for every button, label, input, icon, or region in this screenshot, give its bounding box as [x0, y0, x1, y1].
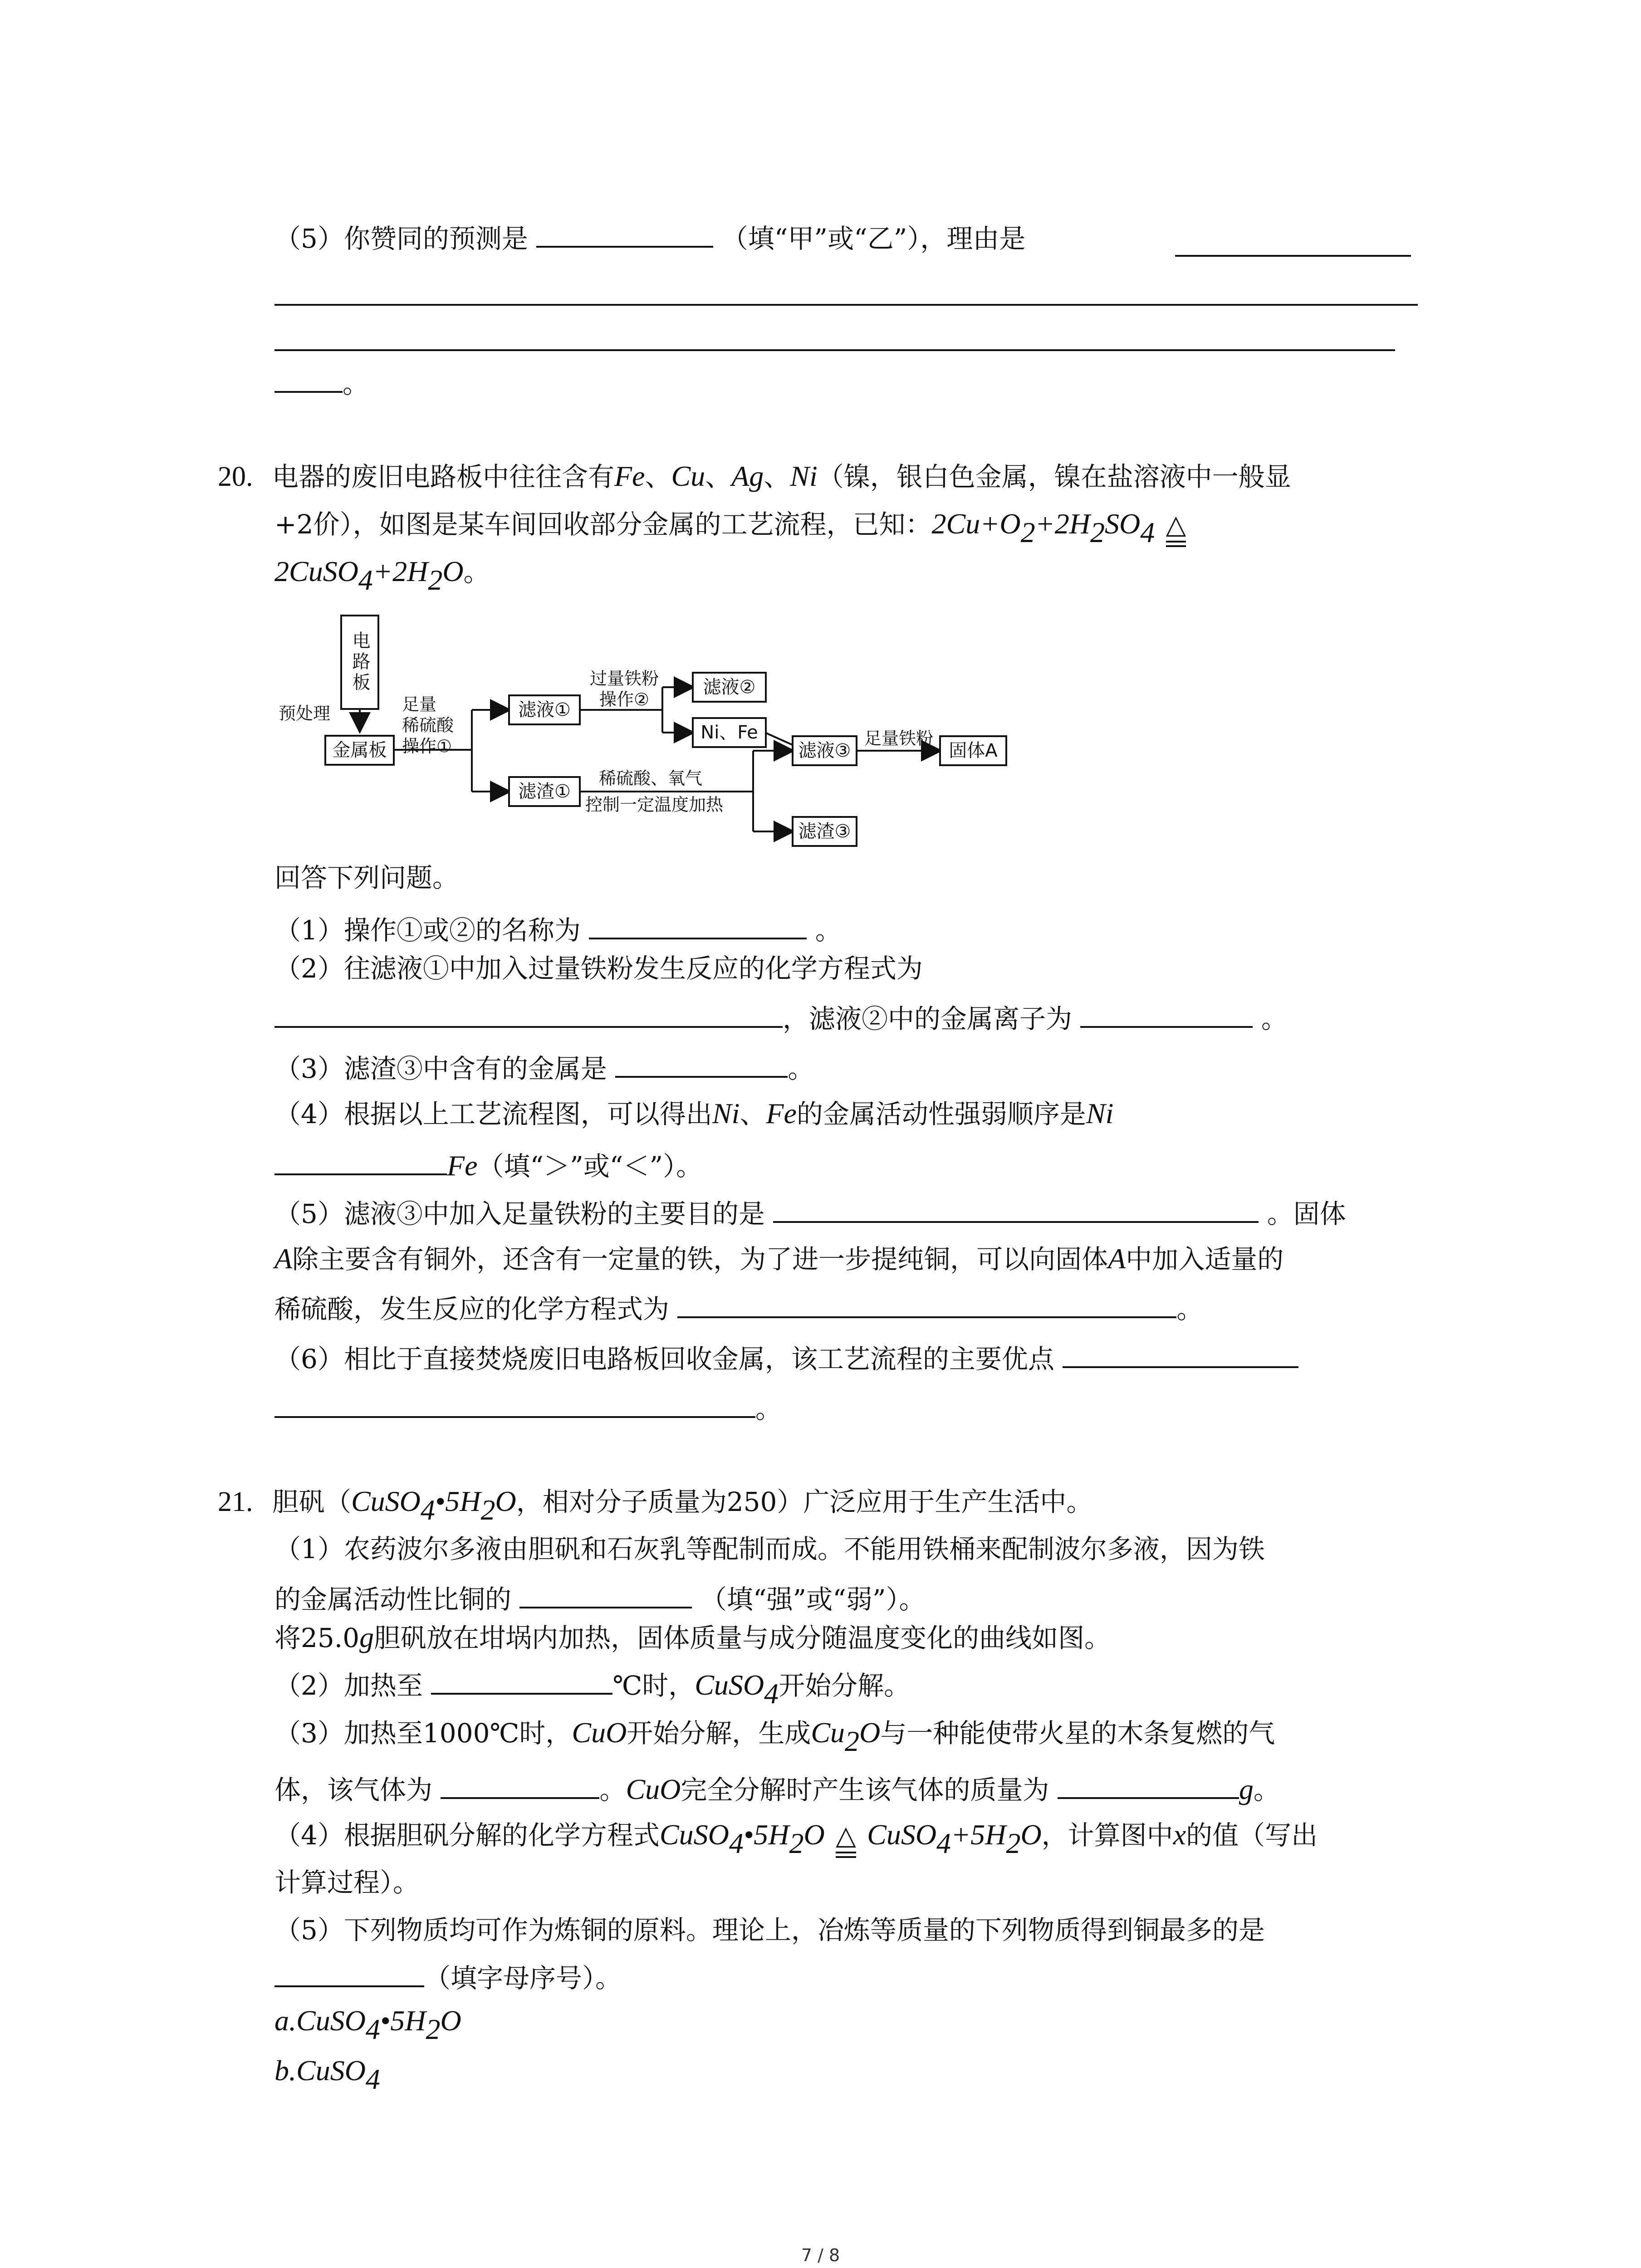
answer-blank[interactable]: [536, 218, 713, 248]
q21-text: 将25.0: [274, 1623, 360, 1653]
period: 。: [463, 557, 490, 587]
period: 。: [815, 915, 842, 946]
q21-part1-text: （填“强”或“弱”）。: [700, 1584, 926, 1615]
period: 。: [755, 1393, 782, 1424]
q19-part5-mid: （填“甲”或“乙”），理由是: [721, 223, 1026, 254]
formula-cuso4: CuSO: [296, 2004, 366, 2037]
label-line: 过量铁粉: [590, 669, 659, 689]
q20-text: （镍，银白色金属，镍在盐溶液中一般显: [817, 461, 1291, 492]
answer-blank[interactable]: [431, 1665, 612, 1695]
answer-blank[interactable]: [773, 1193, 1259, 1223]
formula-a: A: [274, 1242, 293, 1275]
formula-cuso4: CuSO: [351, 1485, 421, 1517]
formula-cuo: CuO: [572, 1716, 627, 1749]
q20-part1: [274, 909, 842, 946]
iron-powder-label: 足量铁粉: [864, 728, 934, 748]
q20-text: 电器的废旧电路板中往往含有: [272, 461, 614, 492]
delta-symbol: △: [1166, 509, 1186, 540]
ni-fe-box: Ni、Fe: [692, 717, 767, 748]
q20-part3-text: （3）滤渣③中含有的金属是: [274, 1053, 607, 1084]
subscript: 2: [480, 1494, 495, 1526]
formula-cuso4: CuSO: [695, 1669, 764, 1701]
q19-part5-end-line: [274, 363, 369, 399]
subscript: 2: [1006, 1827, 1021, 1860]
subscript: 2: [789, 1827, 804, 1860]
separator: 、: [705, 461, 732, 492]
period: 。: [1261, 1003, 1288, 1034]
q21-part1-line2: [274, 1579, 926, 1615]
formula-cu2o: O: [859, 1716, 881, 1749]
residue-3-box: 滤渣③: [792, 816, 857, 847]
answer-blank[interactable]: [677, 1288, 1176, 1318]
equation-part: +2H: [372, 555, 428, 587]
q21-part3: [274, 1715, 1275, 1758]
subscript: 2: [428, 564, 443, 596]
formula-a: A: [1108, 1242, 1126, 1275]
answer-blank[interactable]: [274, 363, 343, 393]
subscript: 2: [1090, 516, 1105, 549]
separator: 、: [645, 461, 671, 492]
q20-part4-line2: [274, 1145, 702, 1182]
q21-heating-note: [274, 1619, 1111, 1656]
formula-o: O: [1020, 1818, 1042, 1851]
subscript: 4: [365, 2063, 380, 2096]
filtrate-1-box: 滤液①: [508, 694, 581, 725]
answer-blank-line[interactable]: [274, 304, 1418, 306]
formula-cuso4: CuSO: [296, 2054, 366, 2087]
formula-o: O: [495, 1485, 516, 1517]
answer-blank[interactable]: [274, 998, 783, 1028]
delta-symbol: △: [836, 1820, 856, 1851]
q20-line3: [274, 553, 490, 596]
subscript: 2: [845, 1725, 859, 1758]
answer-blank[interactable]: [1080, 998, 1253, 1028]
q21-part2-text: （2）加热至: [274, 1670, 423, 1701]
q20-part5-text: 稀硫酸，发生反应的化学方程式为: [274, 1294, 670, 1325]
q21-part3-text: 。: [599, 1774, 626, 1805]
q20-part5: [274, 1193, 1346, 1229]
residue-1-box: 滤渣①: [508, 776, 581, 807]
formula-ni: Ni: [1086, 1097, 1114, 1129]
q20-line2: [274, 506, 1189, 549]
formula-ni: Ni: [712, 1097, 740, 1129]
equation-part: O: [442, 555, 464, 587]
question-number: 21.: [218, 1486, 253, 1517]
heat-condition: [1166, 506, 1186, 543]
q21-part2: [274, 1665, 911, 1710]
q21-part4-line2: 计算过程）。: [274, 1867, 420, 1898]
q21-part1-text: 的金属活动性比铜的: [274, 1584, 512, 1615]
formula-hydrate: •5H: [380, 2004, 426, 2037]
label-line: 操作②: [599, 689, 650, 709]
formula-cuso4: CuSO: [659, 1818, 729, 1851]
option-a: [274, 2003, 461, 2046]
formula-cuo: CuO: [626, 1773, 681, 1805]
formula-cu2o: Cu: [811, 1716, 845, 1749]
unit-g: g: [1239, 1773, 1254, 1805]
q20-part3: [274, 1048, 814, 1084]
q20-part2-line2: [274, 998, 1288, 1034]
subscript: 4: [936, 1827, 951, 1860]
unit-g: g: [359, 1621, 374, 1653]
q19-part5-line: [274, 218, 1025, 254]
q21-part1: （1）农药波尔多液由胆矾和石灰乳等配制而成。不能用铁桶来配制波尔多液，因为铁: [274, 1534, 1265, 1564]
answer-blank-line[interactable]: [274, 349, 1395, 351]
filtrate-3-box: 滤液③: [792, 735, 857, 766]
subscript: 4: [365, 2013, 380, 2046]
q20-part5-text: 。固体: [1267, 1198, 1346, 1229]
q21-part3-text: 与一种能使带火星的木条复燃的气: [880, 1718, 1275, 1749]
formula-o: O: [803, 1818, 825, 1851]
q21-text: 胆矾（: [272, 1486, 351, 1517]
subscript: 4: [729, 1827, 744, 1860]
q21-part5-text: （填字母序号）。: [424, 1963, 622, 1994]
formula-cuso4: CuSO: [867, 1818, 937, 1851]
option-letter: b.: [274, 2054, 296, 2087]
formula-o: O: [440, 2004, 461, 2037]
q20-part6: [274, 1338, 1298, 1374]
circuit-board-box: 电路板: [340, 615, 379, 710]
separator: 、: [764, 461, 790, 492]
variable-x: x: [1173, 1818, 1186, 1851]
q20-part6-text: （6）相比于直接焚烧废旧电路板回收金属，该工艺流程的主要优点: [274, 1344, 1054, 1374]
heat-condition: [836, 1817, 856, 1853]
q20-line1: [218, 458, 1291, 494]
q20-part4-text: （填“＞”或“＜”）。: [477, 1151, 703, 1182]
subscript: 4: [420, 1494, 435, 1526]
q20-part5-line2: [274, 1241, 1283, 1277]
separator: 、: [740, 1099, 766, 1129]
answer-blank[interactable]: [1063, 1338, 1298, 1368]
answer-blank[interactable]: [615, 1048, 788, 1078]
q20-part5-line3: [274, 1288, 1203, 1325]
period: 。: [1176, 1294, 1203, 1325]
q21-part4-text: （4）根据胆矾分解的化学方程式: [274, 1820, 660, 1851]
period: 。: [788, 1053, 814, 1084]
subscript: 2: [426, 2013, 441, 2046]
metal-plate-box: 金属板: [324, 735, 395, 766]
formula-hydrate: •5H: [743, 1818, 789, 1851]
formula-ni: Ni: [790, 460, 818, 492]
q20-part5-text: 中加入适量的: [1126, 1244, 1284, 1275]
acid-step-label: [402, 694, 454, 757]
q21-part5-line2: [274, 1957, 622, 1994]
q21-part3-text: （3）加热至1000℃时，: [274, 1718, 572, 1749]
q21-part3-text: 完全分解时产生该气体的质量为: [681, 1774, 1049, 1805]
period: 。: [1253, 1774, 1280, 1805]
iron-step-label: [590, 668, 659, 710]
q21-part2-text: ℃时，: [612, 1670, 695, 1701]
q21-part4: [274, 1817, 1318, 1860]
formula-fe: Fe: [614, 460, 645, 492]
q20-part5-text: 除主要含有铜外，还含有一定量的铁，为了进一步提纯铜，可以向固体: [292, 1244, 1108, 1275]
option-letter: a.: [274, 2004, 296, 2037]
q21-part3-text: 体，该气体为: [274, 1774, 433, 1805]
q20-text: +2价），如图是某车间回收部分金属的工艺流程，已知：: [274, 509, 932, 540]
subscript: 4: [358, 564, 373, 596]
answer-blank[interactable]: [1058, 1769, 1239, 1799]
q20-part1-text: （1）操作①或②的名称为: [274, 915, 581, 946]
answer-intro: 回答下列问题。: [274, 862, 459, 893]
subscript: 4: [764, 1677, 779, 1710]
formula-hydrate: •5H: [435, 1485, 481, 1517]
temperature-label: 控制一定温度加热: [585, 795, 724, 815]
q20-part2: （2）往滤液①中加入过量铁粉发生反应的化学方程式为: [274, 953, 923, 984]
option-b: [274, 2053, 380, 2096]
answer-blank[interactable]: [274, 1957, 424, 1987]
period: 。: [343, 368, 369, 399]
formula-cu: Cu: [671, 460, 705, 492]
answer-blank[interactable]: [1175, 255, 1411, 257]
subscript: 2: [1020, 516, 1035, 549]
page-number: 7 / 8: [801, 2245, 840, 2265]
q20-part4: [274, 1095, 1113, 1132]
solid-a-box: 固体A: [939, 735, 1007, 766]
answer-blank[interactable]: [519, 1579, 692, 1608]
q21-part5: （5）下列物质均可作为炼铜的原料。理论上，冶炼等质量的下列物质得到铜最多的是: [274, 1915, 1265, 1945]
subscript: 4: [1140, 516, 1155, 549]
q21-text: 胆矾放在坩埚内加热，固体质量与成分随温度变化的曲线如图。: [374, 1623, 1111, 1653]
q21-part3-text: 开始分解，生成: [627, 1718, 811, 1749]
q21-part4-text: 的值（写出: [1186, 1820, 1318, 1851]
answer-blank[interactable]: [274, 1388, 755, 1418]
filtrate-2-box: 滤液②: [692, 672, 767, 703]
label-line: 操作①: [402, 736, 452, 756]
answer-blank[interactable]: [274, 1145, 447, 1175]
answer-blank[interactable]: [441, 1769, 599, 1799]
formula-water: +5H: [951, 1818, 1006, 1851]
acid-oxygen-label: 稀硫酸、氧气: [599, 768, 703, 788]
label-line: 稀硫酸: [402, 715, 454, 735]
answer-blank[interactable]: [589, 909, 807, 939]
formula-ag: Ag: [731, 460, 764, 492]
process-flow-diagram: [272, 615, 1043, 869]
q20-part2-text: ，滤液②中的金属离子为: [783, 1003, 1073, 1034]
q20-part6-line2: [274, 1388, 782, 1424]
formula-fe: Fe: [447, 1149, 478, 1182]
equation-part: 2Cu+O: [931, 508, 1021, 540]
formula-fe: Fe: [766, 1097, 797, 1129]
q20-part4-text: （4）根据以上工艺流程图，可以得出: [274, 1099, 712, 1129]
q20-part5-text: （5）滤液③中加入足量铁粉的主要目的是: [274, 1198, 765, 1229]
equals-bar: [1166, 541, 1186, 547]
equation-part: 2CuSO: [274, 555, 358, 587]
q19-part5-prefix: （5）你赞同的预测是: [274, 223, 528, 254]
q21-part2-text: 开始分解。: [779, 1670, 911, 1701]
equals-bar: [836, 1852, 856, 1858]
q21-part3-line2: [274, 1769, 1280, 1805]
q20-part4-text: 的金属活动性强弱顺序是: [796, 1099, 1086, 1129]
label-line: 足量: [402, 694, 437, 714]
q21-text: ，相对分子质量为250）广泛应用于生产生活中。: [516, 1486, 1093, 1517]
q21-part4-text: ，计算图中: [1041, 1820, 1173, 1851]
pretreatment-label: 预处理: [279, 704, 331, 723]
equation-part: +2H: [1035, 508, 1091, 540]
equation-part: SO: [1105, 508, 1141, 540]
q21-line1: [218, 1483, 1093, 1526]
question-number: 20.: [218, 461, 253, 492]
